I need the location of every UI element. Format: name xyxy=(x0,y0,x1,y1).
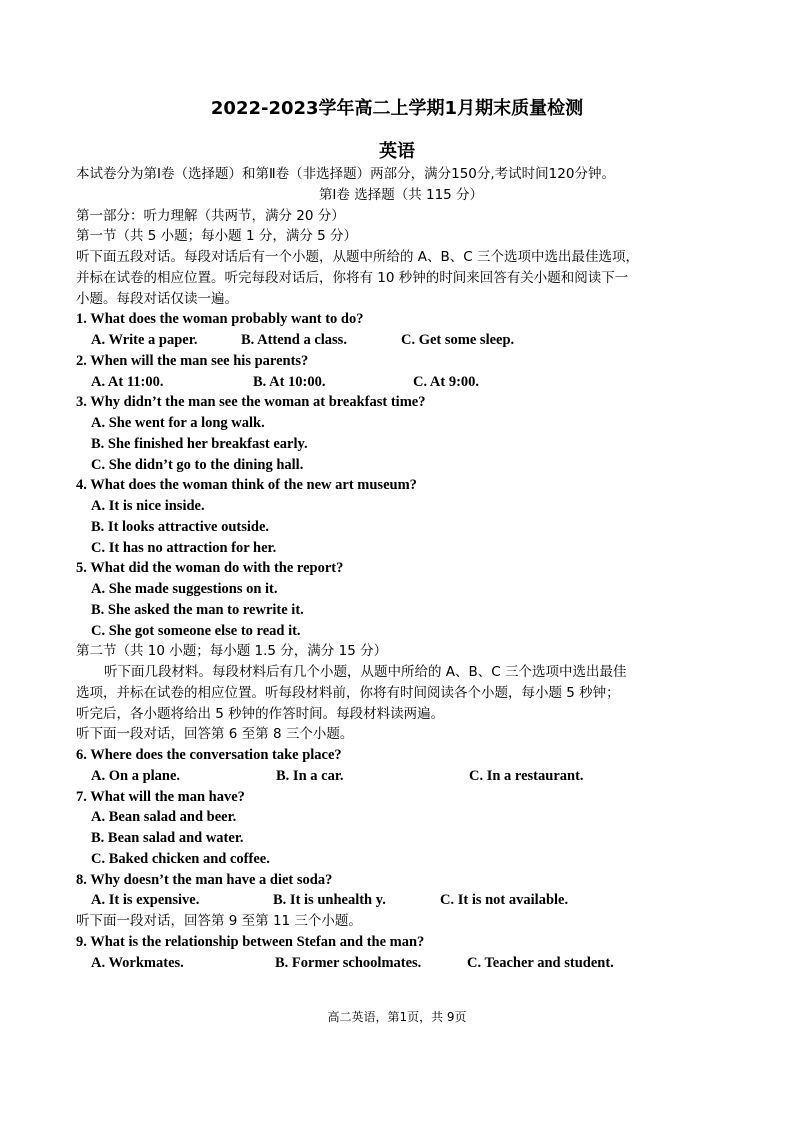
question-stem: 8. Why doesn’t the man have a diet soda? xyxy=(76,871,333,888)
option-c: C. Teacher and student. xyxy=(467,954,614,971)
options-row xyxy=(76,330,726,351)
option-b: B. Former schoolmates. xyxy=(275,954,422,971)
option-b: B. It looks attractive outside. xyxy=(91,518,270,535)
section-heading: 第一节（共 5 小题；每小题 1 分，满分 5 分） xyxy=(76,228,358,245)
option-a: A. Workmates. xyxy=(91,954,184,971)
question-stem: 7. What will the man have? xyxy=(76,788,245,805)
option-c: C. Get some sleep. xyxy=(401,332,515,348)
exam-intro: 本试卷分为第Ⅰ卷（选择题）和第Ⅱ卷（非选择题）两部分，满分150分,考试时间120分钟。 xyxy=(76,166,615,182)
options-row xyxy=(76,766,726,787)
option-b: B. It is unhealth y. xyxy=(273,892,386,909)
option-c: C. Baked chicken and coffee. xyxy=(91,850,270,867)
instruction-line: 听下面五段对话。每段对话后有一个小题，从题中所给的 A、B、C 三个选项中选出最佳选项， xyxy=(76,249,640,265)
question-stem: 2. When will the man see his parents? xyxy=(76,352,309,369)
instruction-line: 选项，并标在试卷的相应位置。听每段材料前，你将有时间阅读各个小题，每小题 5 秒钟； xyxy=(76,684,620,701)
option-c: C. It is not available. xyxy=(440,892,569,909)
options-row xyxy=(76,372,726,393)
question-stem: 9. What is the relationship between Stefan and the man? xyxy=(76,933,425,950)
volume-heading: 第Ⅰ卷 选择题（共 115 分） xyxy=(318,186,484,203)
option-a: A. On a plane. xyxy=(91,767,181,784)
option-c: C. She didn’t go to the dining hall. xyxy=(91,456,304,473)
option-a: A. It is expensive. xyxy=(91,892,200,909)
option-a: A. Bean salad and beer. xyxy=(91,809,237,826)
option-c: C. It has no attraction for her. xyxy=(91,539,277,556)
question-stem: 1. What does the woman probably want to do? xyxy=(76,311,364,328)
option-b: B. She finished her breakfast early. xyxy=(91,435,308,452)
instruction-line: 听下面几段材料。每段材料后有几个小题，从题中所给的 A、B、C 三个选项中选出最佳 xyxy=(104,664,627,680)
subject-title: 英语 xyxy=(379,141,415,162)
option-a: A. It is nice inside. xyxy=(91,498,205,514)
question-stem: 6. Where does the conversation take place? xyxy=(76,747,342,763)
option-b: B. In a car. xyxy=(276,767,344,784)
instruction-line: 小题。每段对话仅读一遍。 xyxy=(76,290,238,307)
section-heading: 第二节（共 10 小题；每小题 1.5 分，满分 15 分） xyxy=(76,643,388,660)
dialog-instruction: 听下面一段对话，回答第 9 至第 11 三个小题。 xyxy=(76,913,362,929)
option-a: A. She went for a long walk. xyxy=(91,415,265,431)
option-a: A. She made suggestions on it. xyxy=(91,581,278,597)
option-b: B. Bean salad and water. xyxy=(91,830,244,846)
instruction-line: 听完后，各小题将给出 5 秒钟的作答时间。每段材料读两遍。 xyxy=(76,705,445,722)
option-b: B. Attend a class. xyxy=(241,332,347,348)
option-b: B. She asked the man to rewrite it. xyxy=(91,601,304,618)
options-row xyxy=(76,890,726,911)
options-row xyxy=(76,953,726,974)
page-footer: 高二英语，第1页，共 9页 xyxy=(327,1010,467,1024)
instruction-line: 并标在试卷的相应位置。听完每段对话后，你将有 10 秒钟的时间来回答有关小题和阅读下一 xyxy=(76,269,629,286)
question-stem: 3. Why didn’t the man see the woman at breakfast time? xyxy=(76,394,426,411)
option-c: C. She got someone else to read it. xyxy=(91,622,301,639)
dialog-instruction: 听下面一段对话，回答第 6 至第 8 三个小题。 xyxy=(76,726,354,743)
option-c: C. In a restaurant. xyxy=(469,767,584,784)
part-heading: 第一部分：听力理解（共两节，满分 20 分） xyxy=(76,207,345,224)
exam-content xyxy=(76,164,726,973)
question-stem: 4. What does the woman think of the new art museum? xyxy=(76,477,417,494)
option-a: A. At 11:00. xyxy=(91,373,164,390)
option-c: C. At 9:00. xyxy=(413,373,480,390)
exam-title: 2022-2023学年高二上学期1月期末质量检测 xyxy=(210,98,584,119)
question-stem: 5. What did the woman do with the report? xyxy=(76,560,344,577)
option-b: B. At 10:00. xyxy=(253,373,326,390)
option-a: A. Write a paper. xyxy=(91,332,198,348)
